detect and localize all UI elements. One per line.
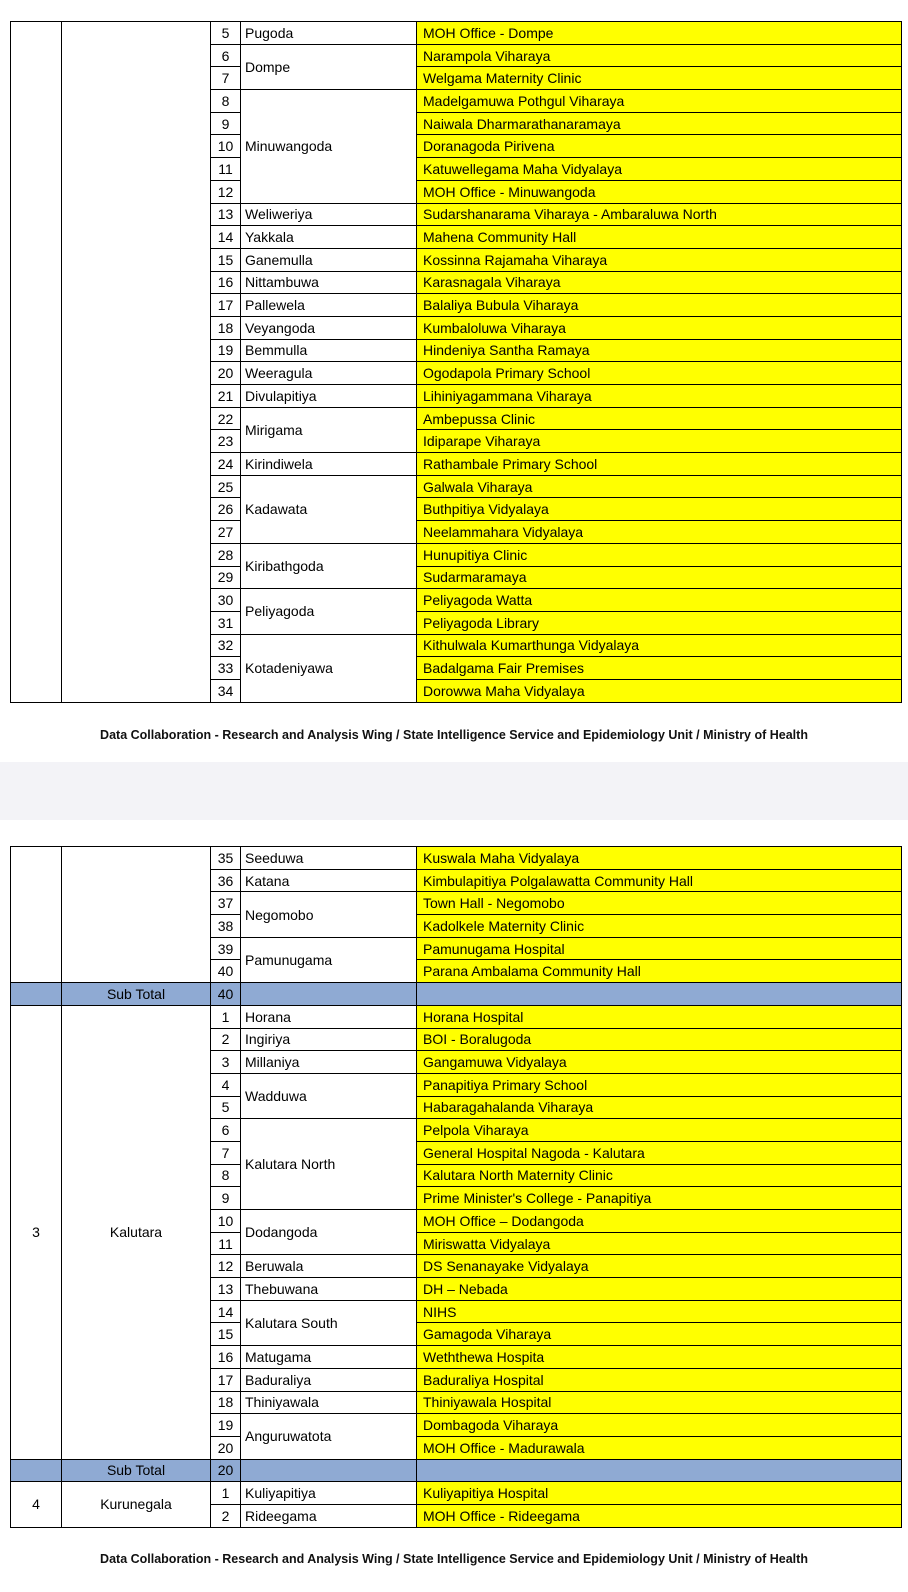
row-number-cell: 10 — [211, 1210, 241, 1233]
vaccination-center-cell: Katuwellegama Maha Vidyalaya — [417, 158, 902, 181]
vaccination-center-cell: Ambepussa Clinic — [417, 407, 902, 430]
vaccination-center-cell: Kossinna Rajamaha Viharaya — [417, 248, 902, 271]
row-number-cell: 26 — [211, 498, 241, 521]
row-number-cell: 3 — [211, 1051, 241, 1074]
page-footer: Data Collaboration - Research and Analysis Wing / State Intelligence Service and Epidemiology Unit / Ministry of Health — [100, 728, 808, 742]
subtotal-spacer — [11, 1459, 62, 1482]
moh-area-cell: Beruwala — [241, 1255, 417, 1278]
moh-area-cell: Kalutara South — [241, 1300, 417, 1345]
vaccination-center-cell: Baduraliya Hospital — [417, 1368, 902, 1391]
vaccination-center-cell: Thiniyawala Hospital — [417, 1391, 902, 1414]
row-number-cell: 40 — [211, 960, 241, 983]
district-number-cell: 3 — [11, 1005, 62, 1459]
row-number-cell: 35 — [211, 847, 241, 870]
document-page-2 — [0, 820, 908, 1592]
moh-area-cell: Minuwangoda — [241, 90, 417, 203]
vaccination-center-cell: Lihiniyagammana Viharaya — [417, 385, 902, 408]
row-number-cell: 2 — [211, 1028, 241, 1051]
vaccination-center-cell: Idiparape Viharaya — [417, 430, 902, 453]
table-row — [11, 1482, 902, 1505]
vaccination-center-cell: Pelpola Viharaya — [417, 1119, 902, 1142]
district-name-cell — [62, 22, 211, 703]
subtotal-spacer — [417, 1459, 902, 1482]
moh-area-cell: Anguruwatota — [241, 1414, 417, 1459]
row-number-cell: 8 — [211, 1164, 241, 1187]
vaccination-center-cell: Kuliyapitiya Hospital — [417, 1482, 902, 1505]
subtotal-spacer — [417, 983, 902, 1006]
vaccination-center-cell: Doranagoda Pirivena — [417, 135, 902, 158]
subtotal-value: 40 — [211, 983, 241, 1006]
row-number-cell: 8 — [211, 90, 241, 113]
moh-area-cell: Pugoda — [241, 22, 417, 45]
vaccination-center-cell: Kumbaloluwa Viharaya — [417, 316, 902, 339]
moh-area-cell: Thebuwana — [241, 1278, 417, 1301]
row-number-cell: 31 — [211, 611, 241, 634]
vaccination-center-cell: Mahena Community Hall — [417, 226, 902, 249]
moh-area-cell: Millaniya — [241, 1051, 417, 1074]
subtotal-spacer — [11, 983, 62, 1006]
moh-area-cell: Ganemulla — [241, 248, 417, 271]
moh-area-cell: Kuliyapitiya — [241, 1482, 417, 1505]
row-number-cell: 12 — [211, 180, 241, 203]
district-name-cell: Kalutara — [62, 1005, 211, 1459]
row-number-cell: 13 — [211, 1278, 241, 1301]
row-number-cell: 33 — [211, 657, 241, 680]
vaccination-center-cell: Narampola Viharaya — [417, 44, 902, 67]
moh-area-cell: Dompe — [241, 44, 417, 89]
vaccination-center-cell: DH – Nebada — [417, 1278, 902, 1301]
row-number-cell: 27 — [211, 521, 241, 544]
subtotal-value: 20 — [211, 1459, 241, 1482]
vaccination-centers-table — [10, 846, 902, 1528]
vaccination-center-cell: Dorowwa Maha Vidyalaya — [417, 679, 902, 702]
vaccination-center-cell: Balaliya Bubula Viharaya — [417, 294, 902, 317]
row-number-cell: 18 — [211, 316, 241, 339]
table-row — [11, 1005, 902, 1028]
row-number-cell: 24 — [211, 453, 241, 476]
moh-area-cell: Nittambuwa — [241, 271, 417, 294]
row-number-cell: 17 — [211, 1368, 241, 1391]
vaccination-center-cell: Buthpitiya Vidyalaya — [417, 498, 902, 521]
subtotal-spacer — [241, 1459, 417, 1482]
row-number-cell: 15 — [211, 248, 241, 271]
vaccination-center-cell: Gangamuwa Vidyalaya — [417, 1051, 902, 1074]
row-number-cell: 29 — [211, 566, 241, 589]
moh-area-cell: Kalutara North — [241, 1119, 417, 1210]
moh-area-cell: Weeragula — [241, 362, 417, 385]
row-number-cell: 1 — [211, 1482, 241, 1505]
row-number-cell: 13 — [211, 203, 241, 226]
vaccination-center-cell: MOH Office – Dodangoda — [417, 1210, 902, 1233]
row-number-cell: 11 — [211, 158, 241, 181]
vaccination-center-cell: Galwala Viharaya — [417, 475, 902, 498]
vaccination-center-cell: MOH Office - Minuwangoda — [417, 180, 902, 203]
row-number-cell: 19 — [211, 1414, 241, 1437]
row-number-cell: 38 — [211, 915, 241, 938]
row-number-cell: 14 — [211, 1300, 241, 1323]
row-number-cell: 23 — [211, 430, 241, 453]
vaccination-center-cell: Panapitiya Primary School — [417, 1073, 902, 1096]
row-number-cell: 28 — [211, 543, 241, 566]
row-number-cell: 20 — [211, 362, 241, 385]
moh-area-cell: Veyangoda — [241, 316, 417, 339]
vaccination-center-cell: Madelgamuwa Pothgul Viharaya — [417, 90, 902, 113]
row-number-cell: 19 — [211, 339, 241, 362]
vaccination-center-cell: Gamagoda Viharaya — [417, 1323, 902, 1346]
subtotal-row — [11, 983, 902, 1006]
row-number-cell: 5 — [211, 1096, 241, 1119]
vaccination-center-cell: Pamunugama Hospital — [417, 937, 902, 960]
vaccination-center-cell: Badalgama Fair Premises — [417, 657, 902, 680]
vaccination-center-cell: Habaragahalanda Viharaya — [417, 1096, 902, 1119]
moh-area-cell: Mirigama — [241, 407, 417, 452]
vaccination-center-cell: Miriswatta Vidyalaya — [417, 1232, 902, 1255]
vaccination-center-cell: Karasnagala Viharaya — [417, 271, 902, 294]
moh-area-cell: Baduraliya — [241, 1368, 417, 1391]
row-number-cell: 21 — [211, 385, 241, 408]
vaccination-center-cell: DS Senanayake Vidyalaya — [417, 1255, 902, 1278]
vaccination-center-cell: Kuswala Maha Vidyalaya — [417, 847, 902, 870]
moh-area-cell: Yakkala — [241, 226, 417, 249]
district-number-cell: 4 — [11, 1482, 62, 1527]
row-number-cell: 36 — [211, 869, 241, 892]
vaccination-center-cell: Parana Ambalama Community Hall — [417, 960, 902, 983]
moh-area-cell: Bemmulla — [241, 339, 417, 362]
vaccination-center-cell: MOH Office - Rideegama — [417, 1504, 902, 1527]
vaccination-center-cell: Rathambale Primary School — [417, 453, 902, 476]
vaccination-center-cell: Kalutara North Maternity Clinic — [417, 1164, 902, 1187]
table-row — [11, 847, 902, 870]
row-number-cell: 25 — [211, 475, 241, 498]
moh-area-cell: Kotadeniyawa — [241, 634, 417, 702]
moh-area-cell: Seeduwa — [241, 847, 417, 870]
row-number-cell: 12 — [211, 1255, 241, 1278]
row-number-cell: 20 — [211, 1436, 241, 1459]
row-number-cell: 2 — [211, 1504, 241, 1527]
vaccination-center-cell: General Hospital Nagoda - Kalutara — [417, 1141, 902, 1164]
moh-area-cell: Matugama — [241, 1346, 417, 1369]
vaccination-centers-table — [10, 21, 902, 703]
district-name-cell: Kurunegala — [62, 1482, 211, 1527]
moh-area-cell: Pallewela — [241, 294, 417, 317]
row-number-cell: 1 — [211, 1005, 241, 1028]
moh-area-cell: Divulapitiya — [241, 385, 417, 408]
vaccination-center-cell: Hunupitiya Clinic — [417, 543, 902, 566]
vaccination-center-cell: MOH Office - Dompe — [417, 22, 902, 45]
row-number-cell: 10 — [211, 135, 241, 158]
moh-area-cell: Dodangoda — [241, 1210, 417, 1255]
subtotal-spacer — [241, 983, 417, 1006]
moh-area-cell: Kadawata — [241, 475, 417, 543]
moh-area-cell: Pamunugama — [241, 937, 417, 982]
row-number-cell: 14 — [211, 226, 241, 249]
vaccination-center-cell: Horana Hospital — [417, 1005, 902, 1028]
moh-area-cell: Wadduwa — [241, 1073, 417, 1118]
row-number-cell: 17 — [211, 294, 241, 317]
row-number-cell: 11 — [211, 1232, 241, 1255]
district-number-cell — [11, 847, 62, 983]
row-number-cell: 7 — [211, 1141, 241, 1164]
document-page-1 — [0, 0, 908, 762]
vaccination-center-cell: Kithulwala Kumarthunga Vidyalaya — [417, 634, 902, 657]
page-footer: Data Collaboration - Research and Analysis Wing / State Intelligence Service and Epidemiology Unit / Ministry of Health — [100, 1552, 808, 1566]
row-number-cell: 9 — [211, 112, 241, 135]
moh-area-cell: Peliyagoda — [241, 589, 417, 634]
row-number-cell: 4 — [211, 1073, 241, 1096]
vaccination-center-cell: Hindeniya Santha Ramaya — [417, 339, 902, 362]
row-number-cell: 37 — [211, 892, 241, 915]
row-number-cell: 22 — [211, 407, 241, 430]
row-number-cell: 32 — [211, 634, 241, 657]
vaccination-center-cell: Welgama Maternity Clinic — [417, 67, 902, 90]
moh-area-cell: Rideegama — [241, 1504, 417, 1527]
row-number-cell: 34 — [211, 679, 241, 702]
moh-area-cell: Katana — [241, 869, 417, 892]
vaccination-center-cell: Naiwala Dharmarathanaramaya — [417, 112, 902, 135]
vaccination-center-cell: Peliyagoda Watta — [417, 589, 902, 612]
row-number-cell: 16 — [211, 1346, 241, 1369]
vaccination-center-cell: Weththewa Hospita — [417, 1346, 902, 1369]
vaccination-center-cell: MOH Office - Madurawala — [417, 1436, 902, 1459]
vaccination-center-cell: NIHS — [417, 1300, 902, 1323]
moh-area-cell: Horana — [241, 1005, 417, 1028]
row-number-cell: 7 — [211, 67, 241, 90]
vaccination-center-cell: Sudarshanarama Viharaya - Ambaraluwa North — [417, 203, 902, 226]
row-number-cell: 30 — [211, 589, 241, 612]
subtotal-row — [11, 1459, 902, 1482]
vaccination-center-cell: Kimbulapitiya Polgalawatta Community Hall — [417, 869, 902, 892]
subtotal-label: Sub Total — [62, 983, 211, 1006]
row-number-cell: 15 — [211, 1323, 241, 1346]
moh-area-cell: Kiribathgoda — [241, 543, 417, 588]
row-number-cell: 6 — [211, 1119, 241, 1142]
district-number-cell — [11, 22, 62, 703]
moh-area-cell: Weliweriya — [241, 203, 417, 226]
row-number-cell: 18 — [211, 1391, 241, 1414]
vaccination-center-cell: BOI - Boralugoda — [417, 1028, 902, 1051]
vaccination-center-cell: Neelammahara Vidyalaya — [417, 521, 902, 544]
moh-area-cell: Kirindiwela — [241, 453, 417, 476]
vaccination-center-cell: Town Hall - Negomobo — [417, 892, 902, 915]
moh-area-cell: Thiniyawala — [241, 1391, 417, 1414]
row-number-cell: 5 — [211, 22, 241, 45]
row-number-cell: 39 — [211, 937, 241, 960]
vaccination-center-cell: Prime Minister's College - Panapitiya — [417, 1187, 902, 1210]
row-number-cell: 9 — [211, 1187, 241, 1210]
vaccination-center-cell: Peliyagoda Library — [417, 611, 902, 634]
table-row — [11, 22, 902, 45]
district-name-cell — [62, 847, 211, 983]
row-number-cell: 6 — [211, 44, 241, 67]
vaccination-center-cell: Dombagoda Viharaya — [417, 1414, 902, 1437]
vaccination-center-cell: Sudarmaramaya — [417, 566, 902, 589]
moh-area-cell: Ingiriya — [241, 1028, 417, 1051]
moh-area-cell: Negomobo — [241, 892, 417, 937]
vaccination-center-cell: Ogodapola Primary School — [417, 362, 902, 385]
subtotal-label: Sub Total — [62, 1459, 211, 1482]
row-number-cell: 16 — [211, 271, 241, 294]
vaccination-center-cell: Kadolkele Maternity Clinic — [417, 915, 902, 938]
